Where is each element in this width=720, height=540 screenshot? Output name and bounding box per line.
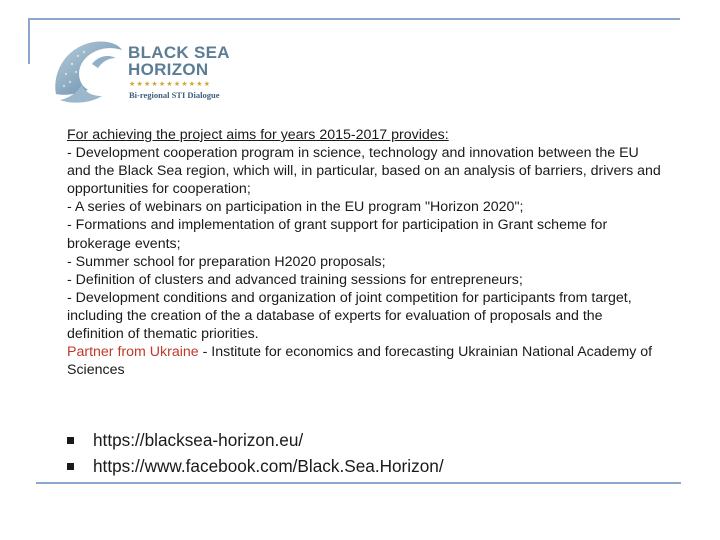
partner-paragraph	[67, 343, 663, 379]
body-text	[67, 126, 663, 379]
slide-frame-bottom-line	[36, 482, 681, 484]
facebook-link[interactable]: https://www.facebook.com/Black.Sea.Horizon/	[93, 456, 444, 476]
black-sea-horizon-logo	[50, 34, 240, 108]
aim-item: - Summer school for preparation H2020 proposals;	[67, 253, 386, 270]
logo-subtitle: Bi-regional STI Dialogue	[129, 90, 220, 100]
list-item	[66, 428, 666, 454]
links-list	[66, 428, 666, 480]
logo-title-line-1: BLACK SEA	[128, 43, 230, 62]
aim-item: - Development conditions and organization of joint competition for participants from target, including the creation of the a database of experts for evaluation of proposals and the definition of thematic priorities.	[67, 289, 632, 343]
list-item	[66, 454, 666, 480]
wave-logo-icon	[50, 34, 124, 108]
partner-text: - Institute for economics and forecasting Ukrainian National Academy of Sciences	[67, 344, 653, 379]
aim-item: - A series of webinars on participation in the EU program "Horizon 2020";	[67, 199, 524, 216]
aim-item: - Formations and implementation of grant support for participation in Grant scheme for brokerage events;	[67, 217, 608, 252]
logo-title-line-2: HORIZON	[128, 60, 209, 79]
aim-item: - Definition of clusters and advanced training sessions for entrepreneurs;	[67, 271, 523, 288]
logo-stars: ★★★★★★★★★★★	[129, 81, 212, 88]
slide-frame-top-line	[28, 18, 680, 20]
logo-title	[128, 44, 230, 78]
website-link[interactable]: https://blacksea-horizon.eu/	[93, 430, 304, 450]
square-bullet-icon	[67, 463, 74, 470]
aim-item: - Development cooperation program in science, technology and innovation between the EU and the Black Sea region, which will, in particular, based on an analysis of barriers, drivers and opportunities for cooperation;	[67, 145, 661, 198]
partner-label: Partner from Ukraine	[67, 344, 199, 361]
square-bullet-icon	[67, 437, 74, 444]
slide-frame-left-line	[28, 18, 30, 64]
intro-line: For achieving the project aims for years 2015-2017 provides:	[67, 127, 449, 143]
